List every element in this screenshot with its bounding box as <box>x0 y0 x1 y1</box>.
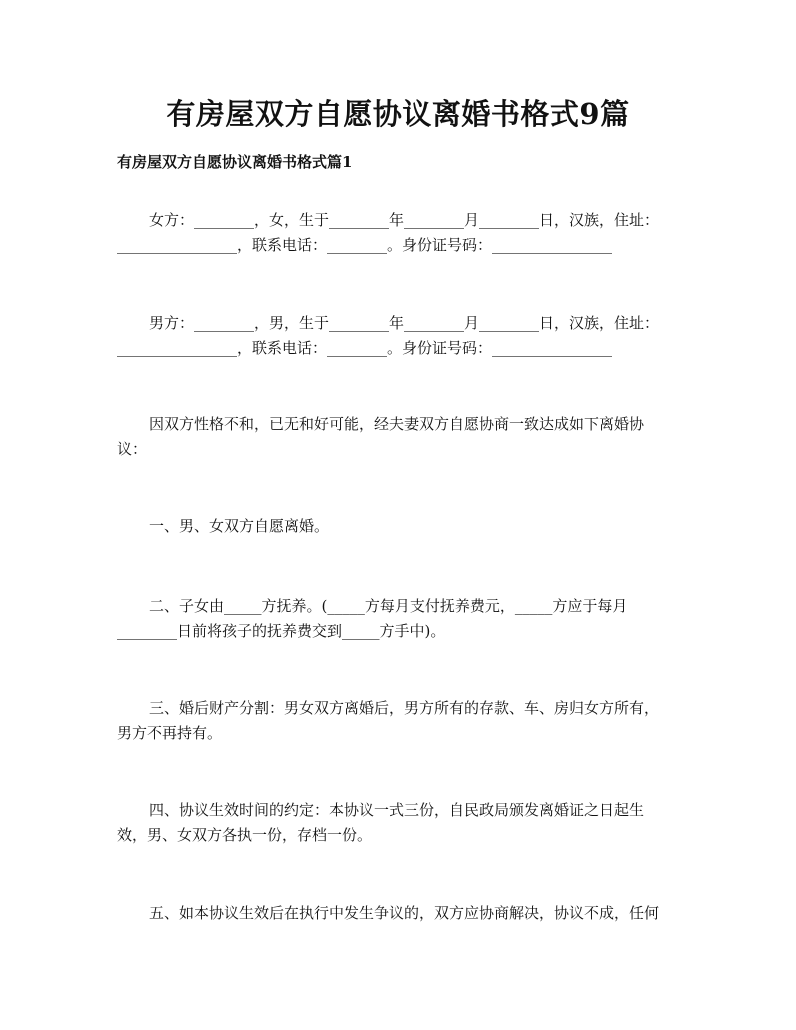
paragraph-line: 效，男、女双方各执一份，存档一份。 <box>117 826 373 844</box>
paragraph-clause-2 <box>117 594 682 644</box>
paragraph-intro <box>117 412 682 462</box>
paragraph-male-party <box>117 311 682 361</box>
paragraph-clause-5 <box>117 901 682 926</box>
paragraph-line: 一、男、女双方自愿离婚。 <box>149 517 330 535</box>
paragraph-clause-1 <box>117 514 682 539</box>
paragraph-line: ________________，联系电话：________。身份证号码：________________ <box>117 236 613 254</box>
paragraph-line: 四、协议生效时间的约定：本协议一式三份，自民政局颁发离婚证之日起生 <box>149 801 645 819</box>
paragraph-line: ________日前将孩子的抚养费交到_____方手中)。 <box>117 622 446 640</box>
paragraph-line: 五、如本协议生效后在执行中发生争议的，双方应协商解决，协议不成，任何 <box>149 904 660 922</box>
paragraph-line: 男方：________，男，生于________年________月________日，汉族，住址： <box>149 314 660 332</box>
paragraph-clause-4 <box>117 798 682 848</box>
paragraph-line: 三、婚后财产分割：男女双方离婚后，男方所有的存款、车、房归女方所有， <box>149 699 660 717</box>
paragraph-line: ________________，联系电话：________。身份证号码：________________ <box>117 339 613 357</box>
paragraph-line: 议： <box>117 440 148 458</box>
paragraph-line: 因双方性格不和，已无和好可能，经夫妻双方自愿协商一致达成如下离婚协 <box>149 415 645 433</box>
paragraph-line: 二、子女由_____方抚养。(_____方每月支付抚养费元，_____方应于每月 <box>149 597 628 615</box>
paragraph-line: 男方不再持有。 <box>117 724 223 742</box>
section-heading: 有房屋双方自愿协议离婚书格式篇1 <box>117 153 353 171</box>
paragraph-line: 女方：________，女，生于________年________月________日，汉族，住址： <box>149 211 660 229</box>
paragraph-clause-3 <box>117 696 682 746</box>
paragraph-female-party <box>117 208 682 258</box>
document-title: 有房屋双方自愿协议离婚书格式9篇 <box>166 97 630 131</box>
